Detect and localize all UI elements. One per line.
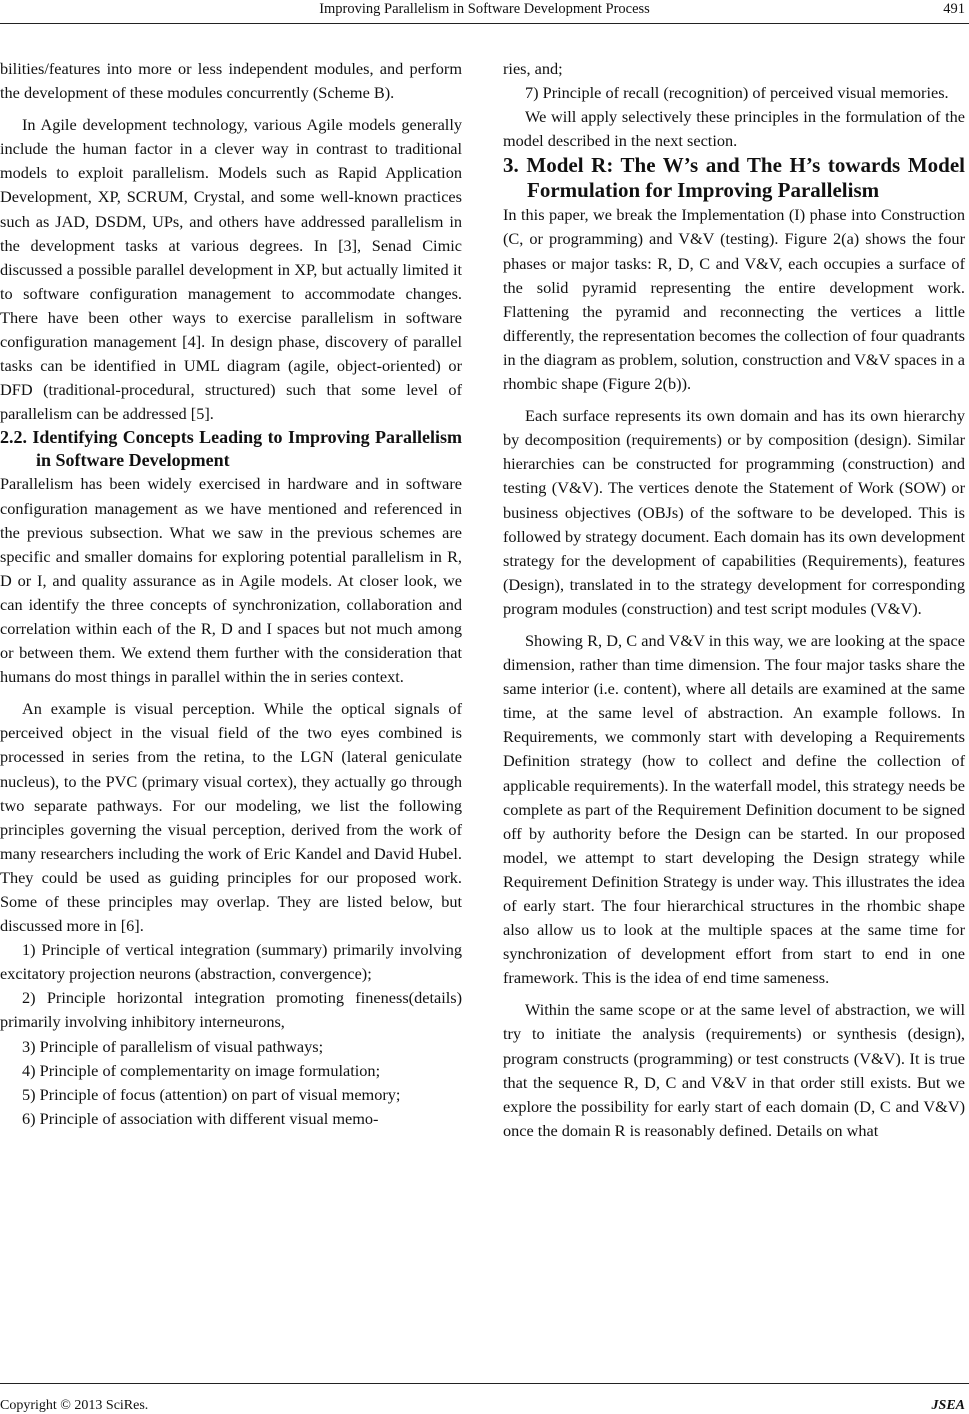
page-number: 491 [943, 1, 965, 17]
paragraph: In this paper, we break the Implementation (I) phase into Construction (C, or programming) and V&V (testing). Figure 2(a) shows the four phases or major tasks: R, D, C and V&V, each occupies a surface of the solid pyramid representing the entire development work. Flattening the pyramid and reconnecting the vertices a little differently, the representation becomes the collection of four quadrants in the diagram as problem, solution, construction and V&V spaces in a rhombic shape (Figure 2(b)). [503, 205, 965, 394]
right-column [503, 57, 965, 1143]
section-heading-3: 3. Model R: The W’s and The H’s towards Model Formulation for Improving Parallelism [503, 153, 965, 203]
header-rule [0, 23, 969, 24]
list-item: 1) Principle of vertical integration (summary) primarily involving excitatory projection neurons (abstraction, convergence); [0, 940, 462, 984]
footer-rule [0, 1383, 969, 1384]
paragraph: Within the same scope or at the same level of abstraction, we will try to initiate the analysis (requirements) or synthesis (design), program constructs (programming) or test constructs (V&V). It is true that the sequence R, D, C and V&V in that order still exists. But we explore the possibility for early start of each domain (D, C and V&V) once the domain R is reasonably defined. Details on what [503, 1000, 965, 1140]
paragraph: Each surface represents its own domain and has its own hierarchy by decomposition (requirements) or by composition (design). Similar hierarchies can be constructed for programming (construction) and testing (V&V). The vertices denote the Statement of Work (SOW) or business objectives (OBJs) of the software to be developed. This is followed by strategy document. Each domain has its own development strategy for the development of capabilities (Requirements), features (Design), translated in to the strategy development for corresponding program modules (construction) and test script modules (V&V). [503, 406, 965, 618]
paragraph: bilities/features into more or less independent modules, and perform the development of these modules concurrently (Scheme B). [0, 59, 462, 103]
list-item: 2) Principle horizontal integration promoting fineness(details) primarily involving inhibitory interneurons, [0, 988, 462, 1032]
list-item: ries, and; [503, 59, 563, 78]
list-item: 4) Principle of complementarity on image formulation; [22, 1060, 381, 1080]
section-heading-2-2: 2.2. Identifying Concepts Leading to Improving Parallelism in Software Development [0, 427, 462, 471]
list-item: 6) Principle of association with different visual memo- [22, 1108, 379, 1128]
paragraph: Parallelism has been widely exercised in hardware and in software configuration management as we have mentioned and referenced in the previous subsection. What we saw in the previous schemes are specific and smaller domains for exploring potential parallelism in R, D or I, and quality assurance as in Agile models. At closer look, we can identify the three concepts of synchronization, collaboration and correlation within each of the R, D and I spaces but not much among or between them. We extend them further with the consideration that humans do most things in parallel within the in series context. [0, 474, 462, 687]
running-title: Improving Parallelism in Software Development Process [319, 1, 650, 17]
paragraph: In Agile development technology, various Agile models generally include the human factor in a clever way in contrast to traditional models to exploit parallelism. Models such as Rapid Application Development, XP, SCRUM, Crystal, and some well-known practices such as JAD, DSDM, UPs, and others have addressed parallelism in the development tasks at various degrees. In [3], Senad Cimic discussed a possible parallel development in XP, but actually limited it to software configuration management to accommodate changes. There have been other ways to exercise parallelism in software configuration management [4]. In design phase, discovery of parallel tasks can be identified in UML diagram (agile, object-oriented) or DFD (traditional-procedural, structured) such that some level of parallelism can be addressed [5]. [0, 115, 462, 424]
list-item: 5) Principle of focus (attention) on part of visual memory; [22, 1084, 401, 1104]
paragraph: An example is visual perception. While the optical signals of perceived object in the visual field of the two eyes combined is processed in series from the retina, to the LGN (lateral geniculate nucleus), to the PVC (primary visual cortex), they actually go through two separate pathways. For our modeling, we list the following principles governing the visual perception, derived from the work of many researchers including the work of Eric Kandel and David Hubel. They could be used as guiding principles for our proposed work. Some of these principles may overlap. They are listed below, but discussed more in [6]. [0, 699, 462, 936]
list-item: 3) Principle of parallelism of visual pathways; [22, 1036, 324, 1056]
paragraph: Showing R, D, C and V&V in this way, we are looking at the space dimension, rather than time dimension. The four major tasks share the same interior (i.e. content), where all details are examined at the same time, at the same level of abstraction. An example follows. In Requirements, we commonly start with developing a Requirements Definition strategy (how to collect and define the collection of applicable requirements). In the waterfall model, this strategy needs be complete as part of the Requirement Definition document to be signed off by authority before the Design can be started. In our proposed model, we attempt to start developing the Design strategy while Requirement Definition Strategy is under way. This illustrates the idea of early start. The four hierarchical structures in the rhombic shape also allow us to look at the multiple spaces at the same time for synchronization of development effort from start to end in one framework. This is the idea of end time sameness. [503, 630, 965, 988]
list-item: 7) Principle of recall (recognition) of perceived visual memories. [525, 83, 949, 103]
copyright-notice: Copyright © 2013 SciRes. [0, 1398, 149, 1413]
left-column [0, 57, 462, 1131]
paragraph: We will apply selectively these principles in the formulation of the model described in the next section. [503, 107, 965, 151]
journal-abbrev: JSEA [931, 1398, 965, 1413]
running-header [0, 0, 969, 22]
